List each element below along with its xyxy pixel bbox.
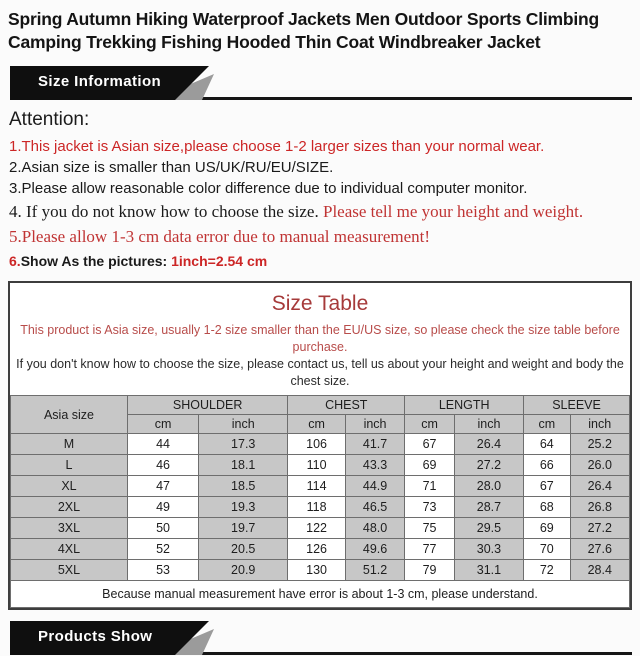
- inch-value-cell: 44.9: [345, 476, 404, 497]
- inch-value-cell: 18.5: [199, 476, 288, 497]
- inch-value-cell: 26.8: [570, 497, 629, 518]
- inch-value-cell: 27.2: [454, 455, 523, 476]
- size-label-cell: M: [11, 434, 128, 455]
- size-label-cell: XL: [11, 476, 128, 497]
- inch-value-cell: 46.5: [345, 497, 404, 518]
- cm-value-cell: 79: [405, 560, 455, 581]
- inch-value-cell: 43.3: [345, 455, 404, 476]
- cm-value-cell: 75: [405, 518, 455, 539]
- unit-header-inch: inch: [199, 415, 288, 434]
- size-table-panel: [8, 281, 632, 610]
- attention-section: [9, 109, 632, 274]
- cm-value-cell: 47: [127, 476, 198, 497]
- attention-item-5: 5.Please allow 1-3 cm data error due to manual measurement!: [9, 227, 431, 246]
- unit-header-inch: inch: [454, 415, 523, 434]
- cm-value-cell: 114: [288, 476, 346, 497]
- cm-value-cell: 68: [524, 497, 570, 518]
- inch-value-cell: 30.3: [454, 539, 523, 560]
- cm-value-cell: 44: [127, 434, 198, 455]
- size-label-cell: 2XL: [11, 497, 128, 518]
- inch-value-cell: 27.2: [570, 518, 629, 539]
- inch-value-cell: 18.1: [199, 455, 288, 476]
- table-row: [11, 455, 630, 476]
- attention-item-1: 1.This jacket is Asian size,please choose 1-2 larger sizes than your normal wear.: [9, 138, 545, 155]
- cm-value-cell: 69: [405, 455, 455, 476]
- table-row: [11, 497, 630, 518]
- product-title: Spring Autumn Hiking Waterproof Jackets Men Outdoor Sports Climbing Camping Trekking Fishing Hooded Thin Coat Windbreaker Jacket: [8, 9, 600, 52]
- cm-value-cell: 67: [405, 434, 455, 455]
- cm-value-cell: 72: [524, 560, 570, 581]
- table-row: [11, 518, 630, 539]
- inch-value-cell: 26.0: [570, 455, 629, 476]
- corner-header-cell: Asia size: [11, 396, 128, 434]
- size-table-body: [11, 434, 630, 581]
- size-label-cell: 4XL: [11, 539, 128, 560]
- size-information-banner: [8, 65, 632, 101]
- attention-item-6-red: 1inch=2.54 cm: [171, 253, 268, 269]
- unit-header-inch: inch: [570, 415, 629, 434]
- inch-value-cell: 27.6: [570, 539, 629, 560]
- unit-header-cm: cm: [288, 415, 346, 434]
- unit-header-inch: inch: [345, 415, 404, 434]
- inch-value-cell: 19.3: [199, 497, 288, 518]
- cm-value-cell: 71: [405, 476, 455, 497]
- unit-header-cm: cm: [127, 415, 198, 434]
- group-header-shoulder: SHOULDER: [127, 396, 287, 415]
- attention-item-4-black: 4. If you do not know how to choose the size.: [9, 202, 319, 221]
- cm-value-cell: 46: [127, 455, 198, 476]
- table-row: [11, 476, 630, 497]
- cm-value-cell: 118: [288, 497, 346, 518]
- cm-value-cell: 66: [524, 455, 570, 476]
- inch-value-cell: 28.0: [454, 476, 523, 497]
- cm-value-cell: 126: [288, 539, 346, 560]
- size-table-title: Size Table: [271, 292, 369, 315]
- cm-value-cell: 64: [524, 434, 570, 455]
- unit-header-cm: cm: [405, 415, 455, 434]
- table-row: [11, 560, 630, 581]
- size-label-cell: L: [11, 455, 128, 476]
- table-row: [11, 539, 630, 560]
- size-table: [10, 395, 630, 608]
- products-show-banner: [8, 620, 632, 656]
- inch-value-cell: 19.7: [199, 518, 288, 539]
- attention-item-4: [9, 199, 632, 224]
- unit-header-cm: cm: [524, 415, 570, 434]
- cm-value-cell: 73: [405, 497, 455, 518]
- table-row: [11, 434, 630, 455]
- cm-value-cell: 67: [524, 476, 570, 497]
- inch-value-cell: 51.2: [345, 560, 404, 581]
- inch-value-cell: 20.9: [199, 560, 288, 581]
- cm-value-cell: 70: [524, 539, 570, 560]
- attention-heading: Attention:: [9, 109, 90, 130]
- size-table-subtitle-red: This product is Asia size, usually 1-2 size smaller than the EU/US size, so please check the size table before purchase.: [20, 323, 620, 354]
- inch-value-cell: 29.5: [454, 518, 523, 539]
- attention-item-4-red: Please tell me your height and weight.: [318, 202, 584, 221]
- cm-value-cell: 106: [288, 434, 346, 455]
- group-header-chest: CHEST: [288, 396, 405, 415]
- size-label-cell: 3XL: [11, 518, 128, 539]
- cm-value-cell: 53: [127, 560, 198, 581]
- cm-value-cell: 110: [288, 455, 346, 476]
- size-information-banner-label: Size Information: [38, 73, 162, 90]
- cm-value-cell: 77: [405, 539, 455, 560]
- inch-value-cell: 26.4: [454, 434, 523, 455]
- attention-item-2: 2.Asian size is smaller than US/UK/RU/EU/SIZE.: [9, 159, 334, 176]
- cm-value-cell: 49: [127, 497, 198, 518]
- cm-value-cell: 50: [127, 518, 198, 539]
- inch-value-cell: 25.2: [570, 434, 629, 455]
- size-table-subtitle-black: If you don't know how to choose the size, please contact us, tell us about your height and weight and body the chest size.: [16, 357, 624, 388]
- products-show-banner-label: Products Show: [38, 628, 153, 645]
- inch-value-cell: 31.1: [454, 560, 523, 581]
- cm-value-cell: 122: [288, 518, 346, 539]
- inch-value-cell: 41.7: [345, 434, 404, 455]
- inch-value-cell: 48.0: [345, 518, 404, 539]
- inch-value-cell: 49.6: [345, 539, 404, 560]
- size-label-cell: 5XL: [11, 560, 128, 581]
- table-group-header-row: [11, 396, 630, 415]
- inch-value-cell: 20.5: [199, 539, 288, 560]
- measurement-note: Because manual measurement have error is about 1-3 cm, please understand.: [11, 581, 630, 608]
- attention-item-6-number: 6.: [9, 253, 21, 269]
- cm-value-cell: 130: [288, 560, 346, 581]
- attention-item-6-black: Show As the pictures:: [20, 253, 172, 269]
- cm-value-cell: 69: [524, 518, 570, 539]
- inch-value-cell: 17.3: [199, 434, 288, 455]
- group-header-sleeve: SLEEVE: [524, 396, 630, 415]
- inch-value-cell: 26.4: [570, 476, 629, 497]
- group-header-length: LENGTH: [405, 396, 524, 415]
- attention-item-3: 3.Please allow reasonable color difference due to individual computer monitor.: [9, 180, 528, 197]
- attention-item-6: [9, 249, 632, 274]
- inch-value-cell: 28.7: [454, 497, 523, 518]
- table-footer-row: [11, 581, 630, 608]
- cm-value-cell: 52: [127, 539, 198, 560]
- inch-value-cell: 28.4: [570, 560, 629, 581]
